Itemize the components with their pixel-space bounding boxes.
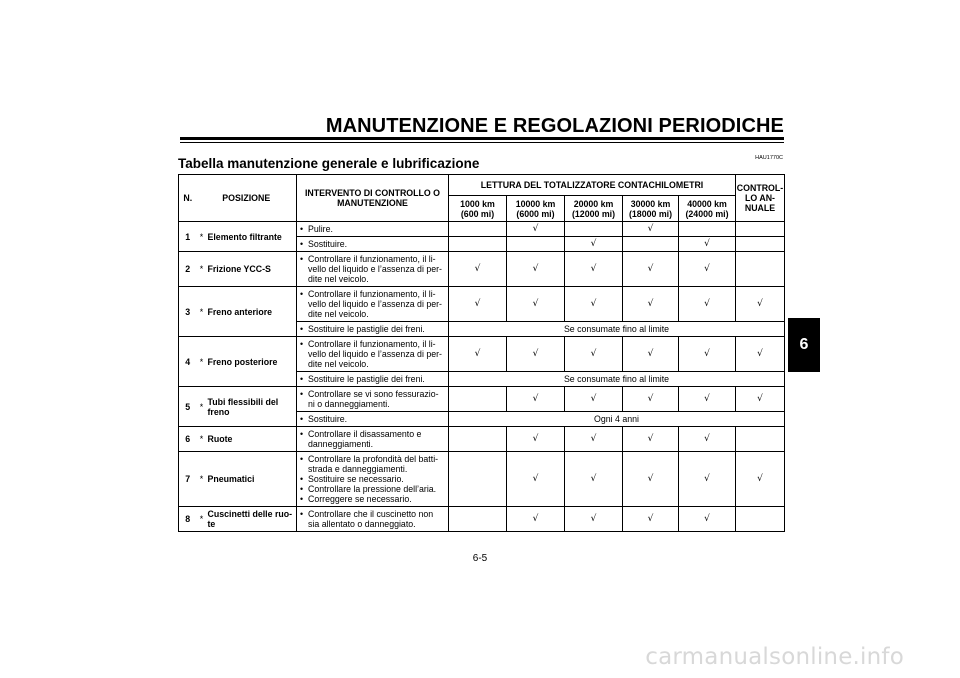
- header-position: POSIZIONE: [197, 175, 297, 222]
- item-action: [297, 252, 449, 287]
- item-position: Pneumatici: [207, 452, 297, 507]
- action-line: [300, 509, 445, 529]
- check-mark: √: [679, 252, 736, 287]
- check-mark: [565, 222, 623, 237]
- action-line: [300, 224, 445, 234]
- check-mark: √: [565, 337, 623, 372]
- bullet-icon: •: [300, 289, 304, 299]
- bullet-icon: •: [300, 454, 304, 464]
- bullet-icon: •: [300, 254, 304, 264]
- header-km-40000: 40000 km (24000 mi): [679, 196, 736, 222]
- item-action: [297, 237, 449, 252]
- table-row: [179, 427, 785, 452]
- check-mark: [449, 452, 507, 507]
- check-mark: √: [507, 387, 565, 412]
- check-mark: √: [679, 237, 736, 252]
- item-asterisk: *: [197, 452, 207, 507]
- bullet-icon: •: [300, 339, 304, 349]
- item-action: [297, 372, 449, 387]
- action-line: [300, 484, 445, 494]
- item-asterisk: *: [197, 387, 207, 427]
- check-mark: √: [679, 337, 736, 372]
- action-text: Sostituire le pastiglie dei freni.: [308, 324, 425, 334]
- bullet-icon: •: [300, 429, 304, 439]
- check-mark: [449, 387, 507, 412]
- check-mark: √: [507, 222, 565, 237]
- chapter-tab: 6: [788, 318, 820, 372]
- bullet-icon: •: [300, 324, 304, 334]
- check-mark: [449, 237, 507, 252]
- item-position: Ruote: [207, 427, 297, 452]
- item-number: 2: [179, 252, 197, 287]
- table-row: [179, 452, 785, 507]
- page-header-title: MANUTENZIONE E REGOLAZIONI PERIODICHE: [325, 115, 784, 137]
- header-km-1000: 1000 km (600 mi): [449, 196, 507, 222]
- item-number: 8: [179, 507, 197, 532]
- check-mark: √: [565, 237, 623, 252]
- interval-note: Se consumate fino al limite: [449, 322, 785, 337]
- item-asterisk: *: [197, 287, 207, 337]
- page-number: 6-5: [472, 553, 488, 564]
- check-mark: √: [623, 507, 679, 532]
- annual-check-mark: √: [736, 452, 785, 507]
- item-action: [297, 427, 449, 452]
- item-position: Frizione YCC-S: [207, 252, 297, 287]
- item-action: [297, 452, 449, 507]
- item-number: 6: [179, 427, 197, 452]
- annual-check-mark: [736, 222, 785, 237]
- item-number: 1: [179, 222, 197, 252]
- bullet-icon: •: [300, 484, 304, 494]
- header-action: INTERVENTO DI CONTROLLO O MANUTENZIONE: [297, 175, 449, 222]
- check-mark: [449, 507, 507, 532]
- action-text: Correggere se necessario.: [308, 494, 412, 504]
- item-asterisk: *: [197, 507, 207, 532]
- item-action: [297, 222, 449, 237]
- item-number: 7: [179, 452, 197, 507]
- action-text: Controllare se vi sono fessurazio- ni o danneggiamenti.: [308, 389, 439, 409]
- check-mark: √: [449, 337, 507, 372]
- check-mark: √: [565, 427, 623, 452]
- check-mark: √: [449, 287, 507, 322]
- interval-note: Se consumate fino al limite: [449, 372, 785, 387]
- action-text: Controllare la pressione dell’aria.: [308, 484, 437, 494]
- action-text: Sostituire.: [308, 239, 348, 249]
- annual-check-mark: [736, 427, 785, 452]
- check-mark: √: [507, 337, 565, 372]
- check-mark: √: [679, 387, 736, 412]
- check-mark: √: [565, 252, 623, 287]
- action-text: Controllare che il cuscinetto non sia allentato o danneggiato.: [308, 509, 434, 529]
- bullet-icon: •: [300, 224, 304, 234]
- item-position: Elemento filtrante: [207, 222, 297, 252]
- action-line: [300, 239, 445, 249]
- check-mark: [507, 237, 565, 252]
- check-mark: √: [507, 427, 565, 452]
- check-mark: √: [507, 252, 565, 287]
- section-code: HAU1770C: [755, 155, 783, 161]
- check-mark: √: [565, 452, 623, 507]
- check-mark: √: [623, 222, 679, 237]
- maintenance-table-body: [179, 222, 785, 532]
- table-row: [179, 337, 785, 372]
- header-rule-thin: [180, 142, 784, 143]
- action-text: Sostituire le pastiglie dei freni.: [308, 374, 425, 384]
- check-mark: √: [507, 452, 565, 507]
- maintenance-table: [178, 174, 785, 532]
- check-mark: √: [679, 427, 736, 452]
- table-row: [179, 222, 785, 237]
- action-text: Controllare il funzionamento, il li- vello del liquido e l’assenza di per- dite nel veicolo.: [308, 254, 442, 284]
- header-odometer: LETTURA DEL TOTALIZZATORE CONTACHILOMETRI: [449, 175, 736, 196]
- item-position: Cuscinetti delle ruo- te: [207, 507, 297, 532]
- item-number: 4: [179, 337, 197, 387]
- action-line: [300, 324, 445, 334]
- item-asterisk: *: [197, 222, 207, 252]
- annual-check-mark: [736, 237, 785, 252]
- check-mark: √: [565, 287, 623, 322]
- action-line: [300, 374, 445, 384]
- action-text: Sostituire se necessario.: [308, 474, 404, 484]
- action-line: [300, 429, 445, 449]
- bullet-icon: •: [300, 474, 304, 484]
- action-line: [300, 474, 445, 484]
- action-text: Pulire.: [308, 224, 333, 234]
- header-annual: CONTROL- LO AN- NUALE: [736, 175, 785, 222]
- item-action: [297, 322, 449, 337]
- item-position: Freno anteriore: [207, 287, 297, 337]
- check-mark: [679, 222, 736, 237]
- annual-check-mark: [736, 252, 785, 287]
- check-mark: √: [623, 337, 679, 372]
- item-action: [297, 387, 449, 412]
- item-asterisk: *: [197, 252, 207, 287]
- action-line: [300, 389, 445, 409]
- action-line: [300, 494, 445, 504]
- item-action: [297, 412, 449, 427]
- check-mark: √: [679, 287, 736, 322]
- item-action: [297, 287, 449, 322]
- action-text: Sostituire.: [308, 414, 348, 424]
- bullet-icon: •: [300, 239, 304, 249]
- bullet-icon: •: [300, 374, 304, 384]
- section-title: Tabella manutenzione generale e lubrificazione: [178, 156, 480, 171]
- bullet-icon: •: [300, 414, 304, 424]
- table-row: [179, 287, 785, 322]
- item-number: 5: [179, 387, 197, 427]
- check-mark: √: [565, 387, 623, 412]
- action-text: Controllare il funzionamento, il li- vello del liquido e l’assenza di per- dite nel veicolo.: [308, 339, 442, 369]
- header-km-30000: 30000 km (18000 mi): [623, 196, 679, 222]
- check-mark: [449, 427, 507, 452]
- action-line: [300, 339, 445, 369]
- action-line: [300, 254, 445, 284]
- check-mark: √: [565, 507, 623, 532]
- annual-check-mark: [736, 507, 785, 532]
- check-mark: [623, 237, 679, 252]
- bullet-icon: •: [300, 509, 304, 519]
- check-mark: √: [449, 252, 507, 287]
- check-mark: [449, 222, 507, 237]
- header-num: N.: [179, 175, 197, 222]
- item-asterisk: *: [197, 337, 207, 387]
- check-mark: √: [623, 387, 679, 412]
- bullet-icon: •: [300, 494, 304, 504]
- check-mark: √: [623, 252, 679, 287]
- action-text: Controllare la profondità del batti- strada e danneggiamenti.: [308, 454, 439, 474]
- header-km-20000: 20000 km (12000 mi): [565, 196, 623, 222]
- check-mark: √: [507, 507, 565, 532]
- action-line: [300, 289, 445, 319]
- action-line: [300, 454, 445, 474]
- check-mark: √: [507, 287, 565, 322]
- check-mark: √: [623, 452, 679, 507]
- watermark: carmanualsonline.info: [645, 644, 904, 670]
- action-line: [300, 414, 445, 424]
- check-mark: √: [679, 452, 736, 507]
- table-row: [179, 387, 785, 412]
- interval-note: Ogni 4 anni: [449, 412, 785, 427]
- action-text: Controllare il funzionamento, il li- vello del liquido e l’assenza di per- dite nel veicolo.: [308, 289, 442, 319]
- check-mark: √: [679, 507, 736, 532]
- table-row: [179, 507, 785, 532]
- item-position: Freno posteriore: [207, 337, 297, 387]
- item-position: Tubi flessibili del freno: [207, 387, 297, 427]
- item-asterisk: *: [197, 427, 207, 452]
- header-km-10000: 10000 km (6000 mi): [507, 196, 565, 222]
- action-text: Controllare il disassamento e danneggiamenti.: [308, 429, 422, 449]
- bullet-icon: •: [300, 389, 304, 399]
- item-number: 3: [179, 287, 197, 337]
- table-row: [179, 252, 785, 287]
- header-rule: [180, 137, 784, 140]
- item-action: [297, 507, 449, 532]
- annual-check-mark: √: [736, 337, 785, 372]
- annual-check-mark: √: [736, 387, 785, 412]
- check-mark: √: [623, 427, 679, 452]
- check-mark: √: [623, 287, 679, 322]
- annual-check-mark: √: [736, 287, 785, 322]
- item-action: [297, 337, 449, 372]
